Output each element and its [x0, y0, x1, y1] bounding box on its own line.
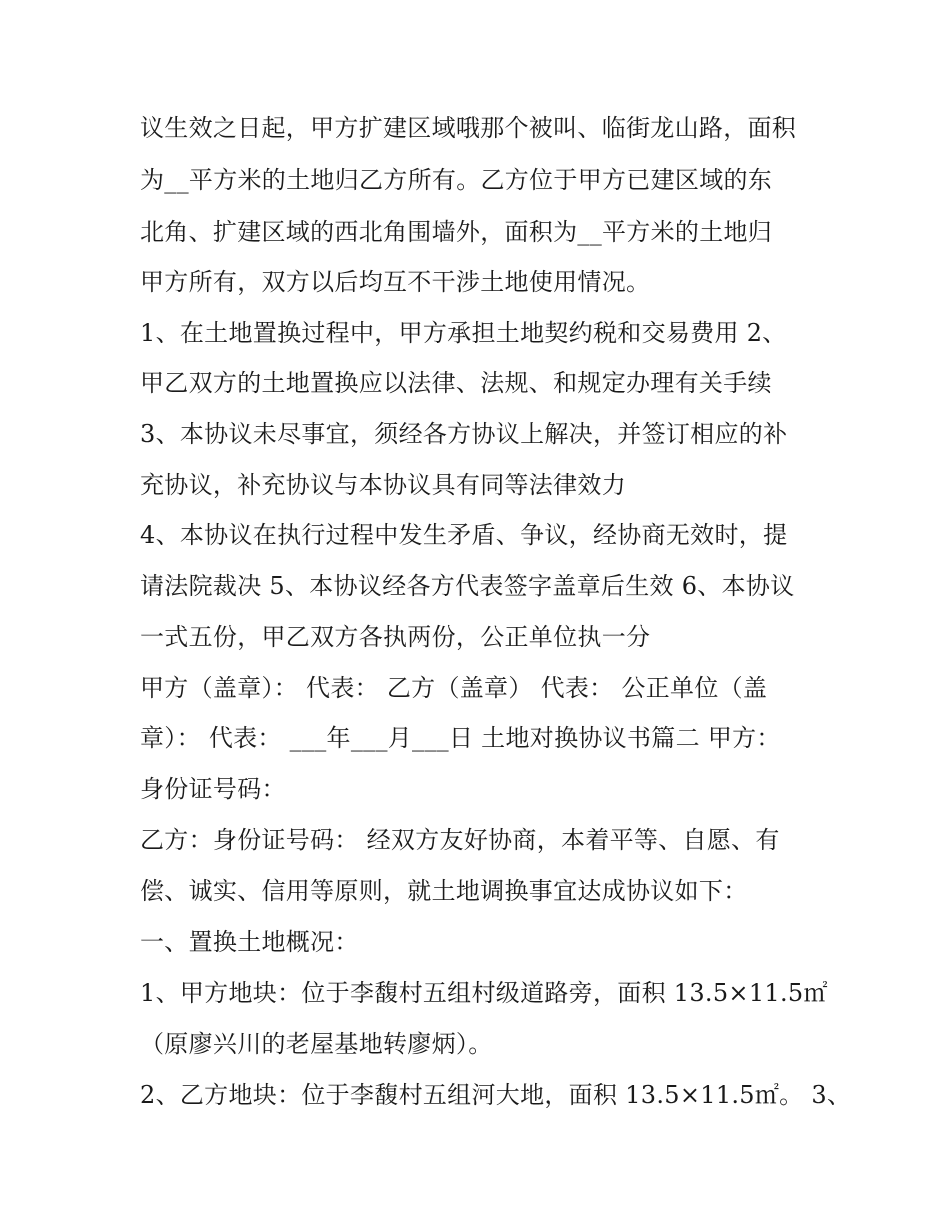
- text-line: 乙方：身份证号码： 经双方友好协商，本着平等、自愿、有: [140, 826, 780, 854]
- text-line: 4、本协议在执行过程中发生矛盾、争议，经协商无效时，提: [140, 521, 788, 549]
- text-line: 充协议，补充协议与本协议具有同等法律效力: [140, 471, 626, 499]
- text-line: （原廖兴川的老屋基地转廖炳）。: [140, 1030, 493, 1058]
- text-line: 北角、扩建区域的西北角围墙外，面积为__平方米的土地归: [140, 218, 773, 246]
- text-line: 甲乙双方的土地置换应以法律、法规、和规定办理有关手续: [140, 369, 772, 397]
- text-line: 2、乙方地块：位于李馥村五组河大地，面积 13.5×11.5㎡。 3、: [140, 1081, 852, 1109]
- text-line: 甲方（盖章）： 代表： 乙方（盖章） 代表： 公正单位（盖: [140, 674, 768, 702]
- text-line: 为__平方米的土地归乙方所有。乙方位于甲方已建区域的东: [140, 166, 773, 194]
- text-line: 偿、诚实、信用等原则，就土地调换事宜达成协议如下：: [140, 877, 748, 905]
- text-line: 身份证号码：: [140, 775, 286, 803]
- text-line: 1、在土地置换过程中，甲方承担土地契约税和交易费用 2、: [140, 319, 787, 347]
- text-line: 章）： 代表： ___年___月___日 土地对换协议书篇二 甲方：: [140, 724, 781, 752]
- text-line: 甲方所有，双方以后均互不干涉土地使用情况。: [140, 268, 651, 296]
- text-line: 一、置换土地概况：: [140, 928, 359, 956]
- text-line: 1、甲方地块：位于李馥村五组村级道路旁，面积 13.5×11.5㎡: [140, 979, 828, 1007]
- text-line: 3、本协议未尽事宜，须经各方协议上解决，并签订相应的补: [140, 420, 788, 448]
- text-line: 议生效之日起，甲方扩建区域哦那个被叫、临街龙山路，面积: [140, 114, 797, 142]
- text-line: 请法院裁决 5、本协议经各方代表签字盖章后生效 6、本协议: [140, 572, 795, 600]
- text-line: 一式五份，甲乙双方各执两份，公正单位执一分: [140, 623, 651, 651]
